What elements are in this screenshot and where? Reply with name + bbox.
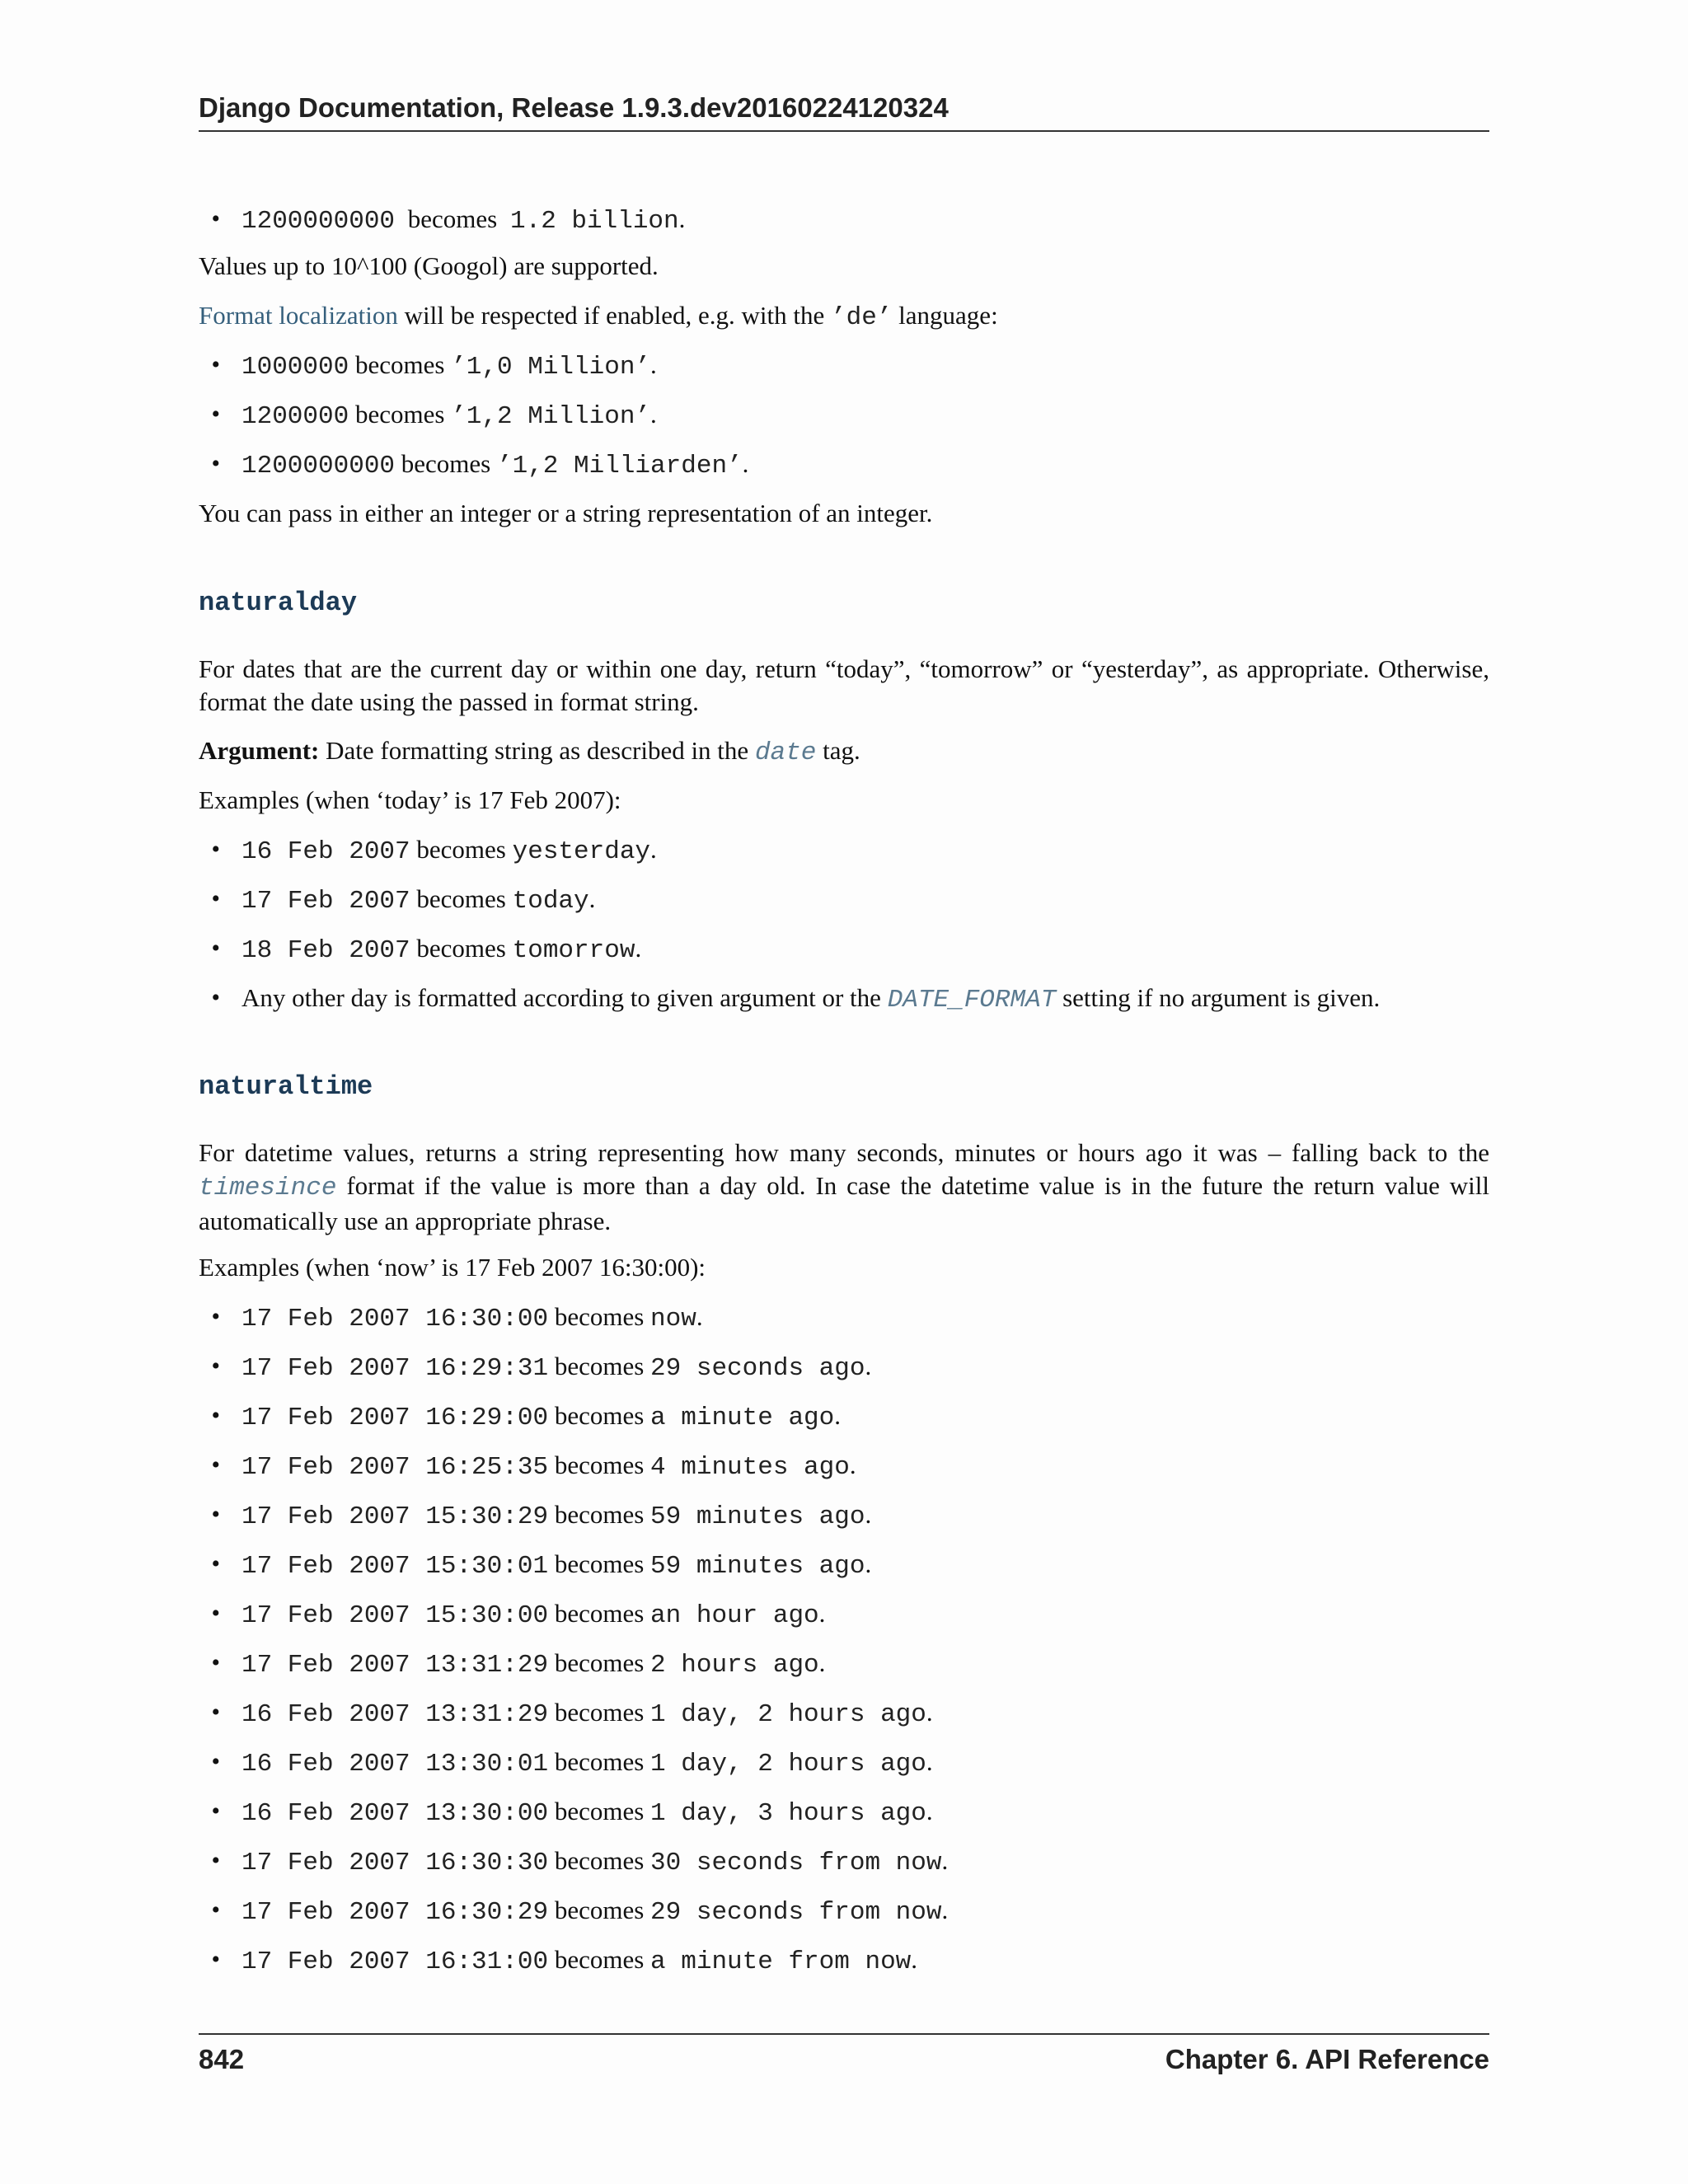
item-result: 1 day, 3 hours ago (650, 1799, 926, 1828)
bullet-icon: • (211, 1699, 220, 1726)
page-header (199, 92, 1489, 132)
naturaltime-heading: naturaltime (199, 1071, 373, 1102)
item-end: . (818, 1648, 826, 1677)
naturaltime-examples-intro: Examples (when ‘now’ is 17 Feb 2007 16:30:00): (199, 1253, 706, 1282)
bullet-icon: • (211, 1303, 220, 1330)
list-item (211, 1449, 856, 1484)
page-number: 842 (199, 2044, 245, 2074)
item-end: . (818, 1599, 826, 1628)
item-end: . (941, 1846, 949, 1875)
list-item (211, 1301, 703, 1336)
list-item (211, 1498, 872, 1534)
other-day-text: Any other day is formatted according to given argument or the (241, 983, 888, 1012)
list-item (211, 982, 1381, 1017)
pass-text: You can pass in either an integer or a string representation of an integer. (199, 499, 933, 527)
item-result: now (650, 1305, 696, 1333)
list-item (211, 1548, 872, 1583)
item-result: tomorrow (512, 936, 635, 965)
list-item (211, 349, 657, 384)
list-item (211, 1795, 933, 1830)
timesince-link[interactable]: timesince (199, 1174, 337, 1202)
list-item (211, 932, 642, 968)
item-value: 17 Feb 2007 13:31:29 (241, 1651, 549, 1680)
item-becomes: becomes (554, 1945, 645, 1974)
page-footer (199, 2033, 1489, 2076)
item-result: 2 hours ago (650, 1651, 819, 1680)
item-value: 17 Feb 2007 16:30:29 (241, 1898, 549, 1927)
bullet-icon: • (211, 1748, 220, 1775)
item-becomes: becomes (554, 1846, 645, 1875)
item-result: yesterday (512, 837, 651, 866)
item-value: 1200000 (241, 402, 349, 431)
argument-text: Date formatting string as described in the (319, 736, 755, 765)
item-becomes: becomes (554, 1747, 645, 1776)
item-result: a minute from now (650, 1947, 912, 1976)
item-result: 30 seconds from now (650, 1849, 942, 1877)
bullet-icon: • (211, 1649, 220, 1676)
item-becomes: becomes (554, 1896, 645, 1924)
item-result: ’1,2 Milliarden’ (497, 452, 743, 480)
item-end: . (696, 1302, 703, 1331)
bullet-icon: • (211, 1550, 220, 1577)
naturalday-description: For dates that are the current day or within one day, return “today”, “tomorrow” or “yesterday”, as appropriate. Otherwise, format the date using the passed in format string. (199, 654, 1489, 716)
item-result: 29 seconds ago (650, 1354, 865, 1383)
item-end: . (742, 449, 749, 478)
item-value: 16 Feb 2007 13:30:00 (241, 1799, 549, 1828)
item-becomes: becomes (554, 1698, 645, 1727)
localization-paragraph (199, 299, 1489, 335)
argument-label: Argument: (199, 736, 320, 765)
item-becomes: becomes (554, 1451, 645, 1479)
item-value: 17 Feb 2007 16:29:31 (241, 1354, 549, 1383)
list-item (211, 1696, 933, 1732)
item-becomes: becomes (354, 400, 445, 429)
item-value: 17 Feb 2007 16:31:00 (241, 1947, 549, 1976)
item-end: . (865, 1549, 872, 1578)
naturalday-heading: naturalday (199, 588, 358, 618)
item-end: . (926, 1797, 933, 1825)
description-text-b: format if the value is more than a day old. In case the datetime value is in the future the return value will automatically use an appropriate phrase. (199, 1171, 1489, 1235)
bullet-icon: • (211, 1797, 220, 1825)
bullet-icon: • (211, 984, 220, 1011)
item-result: ’1,0 Million’ (451, 353, 651, 382)
bullet-icon: • (211, 885, 220, 912)
list-item (211, 1894, 949, 1929)
item-end: . (650, 835, 657, 864)
item-result: 59 minutes ago (650, 1502, 865, 1531)
item-becomes: becomes (407, 204, 498, 233)
format-localization-link[interactable]: Format localization (199, 301, 398, 330)
de-code: ’de’ (831, 303, 893, 332)
item-becomes: becomes (554, 1797, 645, 1825)
list-item (211, 1844, 949, 1880)
list-item (211, 883, 596, 918)
item-value: 17 Feb 2007 16:30:30 (241, 1849, 549, 1877)
bullet-icon: • (211, 450, 220, 477)
item-value: 16 Feb 2007 13:31:29 (241, 1700, 549, 1729)
bullet-icon: • (211, 935, 220, 962)
list-item (211, 1350, 872, 1385)
bullet-icon: • (211, 1946, 220, 1973)
item-becomes: becomes (554, 1401, 645, 1430)
item-becomes: becomes (416, 934, 506, 963)
item-value: 1200000000 (241, 207, 396, 236)
item-value: 18 Feb 2007 (241, 936, 410, 965)
item-end: . (941, 1896, 949, 1924)
bullet-icon: • (211, 1451, 220, 1479)
list-item (211, 1597, 826, 1633)
bullet-icon: • (211, 1600, 220, 1627)
other-day-end: setting if no argument is given. (1056, 983, 1381, 1012)
item-end: . (588, 884, 596, 913)
list-item (211, 398, 657, 434)
item-becomes: becomes (354, 350, 445, 379)
item-value: 17 Feb 2007 16:25:35 (241, 1453, 549, 1482)
bullet-icon: • (211, 1352, 220, 1380)
item-end: . (650, 400, 657, 429)
item-result: an hour ago (650, 1601, 819, 1630)
item-becomes: becomes (416, 884, 506, 913)
naturalday-examples-intro: Examples (when ‘today’ is 17 Feb 2007): (199, 785, 621, 814)
item-result: a minute ago (650, 1404, 835, 1432)
document-page (199, 0, 1489, 2184)
list-item (211, 203, 686, 238)
item-end: . (849, 1451, 856, 1479)
item-result: 1 day, 2 hours ago (650, 1700, 926, 1729)
list-item (211, 833, 657, 869)
description-text-a: For datetime values, returns a string representing how many seconds, minutes or hours ago it was – falling back to the (199, 1138, 1489, 1167)
localization-end: language: (892, 301, 998, 330)
argument-end: tag. (816, 736, 860, 765)
item-becomes: becomes (554, 1302, 645, 1331)
item-value: 1000000 (241, 353, 349, 382)
item-end: . (911, 1945, 918, 1974)
item-becomes: becomes (554, 1352, 645, 1380)
item-result: 29 seconds from now (650, 1898, 942, 1927)
list-item (211, 1399, 842, 1435)
item-result: 4 minutes ago (650, 1453, 850, 1482)
header-title: Django Documentation, Release 1.9.3.dev20160224120324 (199, 92, 949, 123)
item-end: . (650, 350, 657, 379)
bullet-icon: • (211, 205, 220, 232)
item-value: 17 Feb 2007 (241, 887, 410, 916)
item-result: ’1,2 Million’ (451, 402, 651, 431)
item-value: 16 Feb 2007 13:30:01 (241, 1750, 549, 1779)
bullet-icon: • (211, 1847, 220, 1874)
item-value: 17 Feb 2007 15:30:00 (241, 1601, 549, 1630)
item-becomes: becomes (554, 1500, 645, 1529)
item-end: . (678, 204, 686, 233)
item-end: . (926, 1747, 933, 1776)
item-result: today (512, 887, 589, 916)
bullet-icon: • (211, 401, 220, 428)
item-becomes: becomes (554, 1599, 645, 1628)
item-result: 59 minutes ago (650, 1552, 865, 1581)
bullet-icon: • (211, 1402, 220, 1429)
googol-text: Values up to 10^100 (Googol) are supported. (199, 251, 659, 280)
bullet-icon: • (211, 1501, 220, 1528)
item-value: 17 Feb 2007 15:30:01 (241, 1552, 549, 1581)
bullet-icon: • (211, 351, 220, 378)
item-result: 1 day, 2 hours ago (650, 1750, 926, 1779)
item-value: 1200000000 (241, 452, 396, 480)
item-becomes: becomes (416, 835, 506, 864)
localization-text: will be respected if enabled, e.g. with the (397, 301, 831, 330)
list-item (211, 1647, 826, 1682)
item-end: . (865, 1352, 872, 1380)
item-end: . (834, 1401, 842, 1430)
item-result: 1.2 billion (510, 207, 679, 236)
item-end: . (865, 1500, 872, 1529)
item-value: 17 Feb 2007 16:29:00 (241, 1404, 549, 1432)
bullet-icon: • (211, 1896, 220, 1924)
item-becomes: becomes (401, 449, 491, 478)
list-item (211, 448, 749, 483)
item-becomes: becomes (554, 1648, 645, 1677)
naturalday-argument (199, 734, 1489, 770)
date-tag-link[interactable]: date (754, 738, 817, 767)
list-item (211, 1943, 918, 1979)
item-value: 17 Feb 2007 15:30:29 (241, 1502, 549, 1531)
item-value: 17 Feb 2007 16:30:00 (241, 1305, 549, 1333)
naturaltime-description (199, 1137, 1489, 1238)
item-value: 16 Feb 2007 (241, 837, 410, 866)
item-becomes: becomes (554, 1549, 645, 1578)
item-end: . (926, 1698, 933, 1727)
date-format-link[interactable]: DATE_FORMAT (887, 986, 1057, 1015)
bullet-icon: • (211, 836, 220, 863)
list-item (211, 1746, 933, 1781)
chapter-title: Chapter 6. API Reference (1165, 2044, 1489, 2074)
item-end: . (635, 934, 642, 963)
